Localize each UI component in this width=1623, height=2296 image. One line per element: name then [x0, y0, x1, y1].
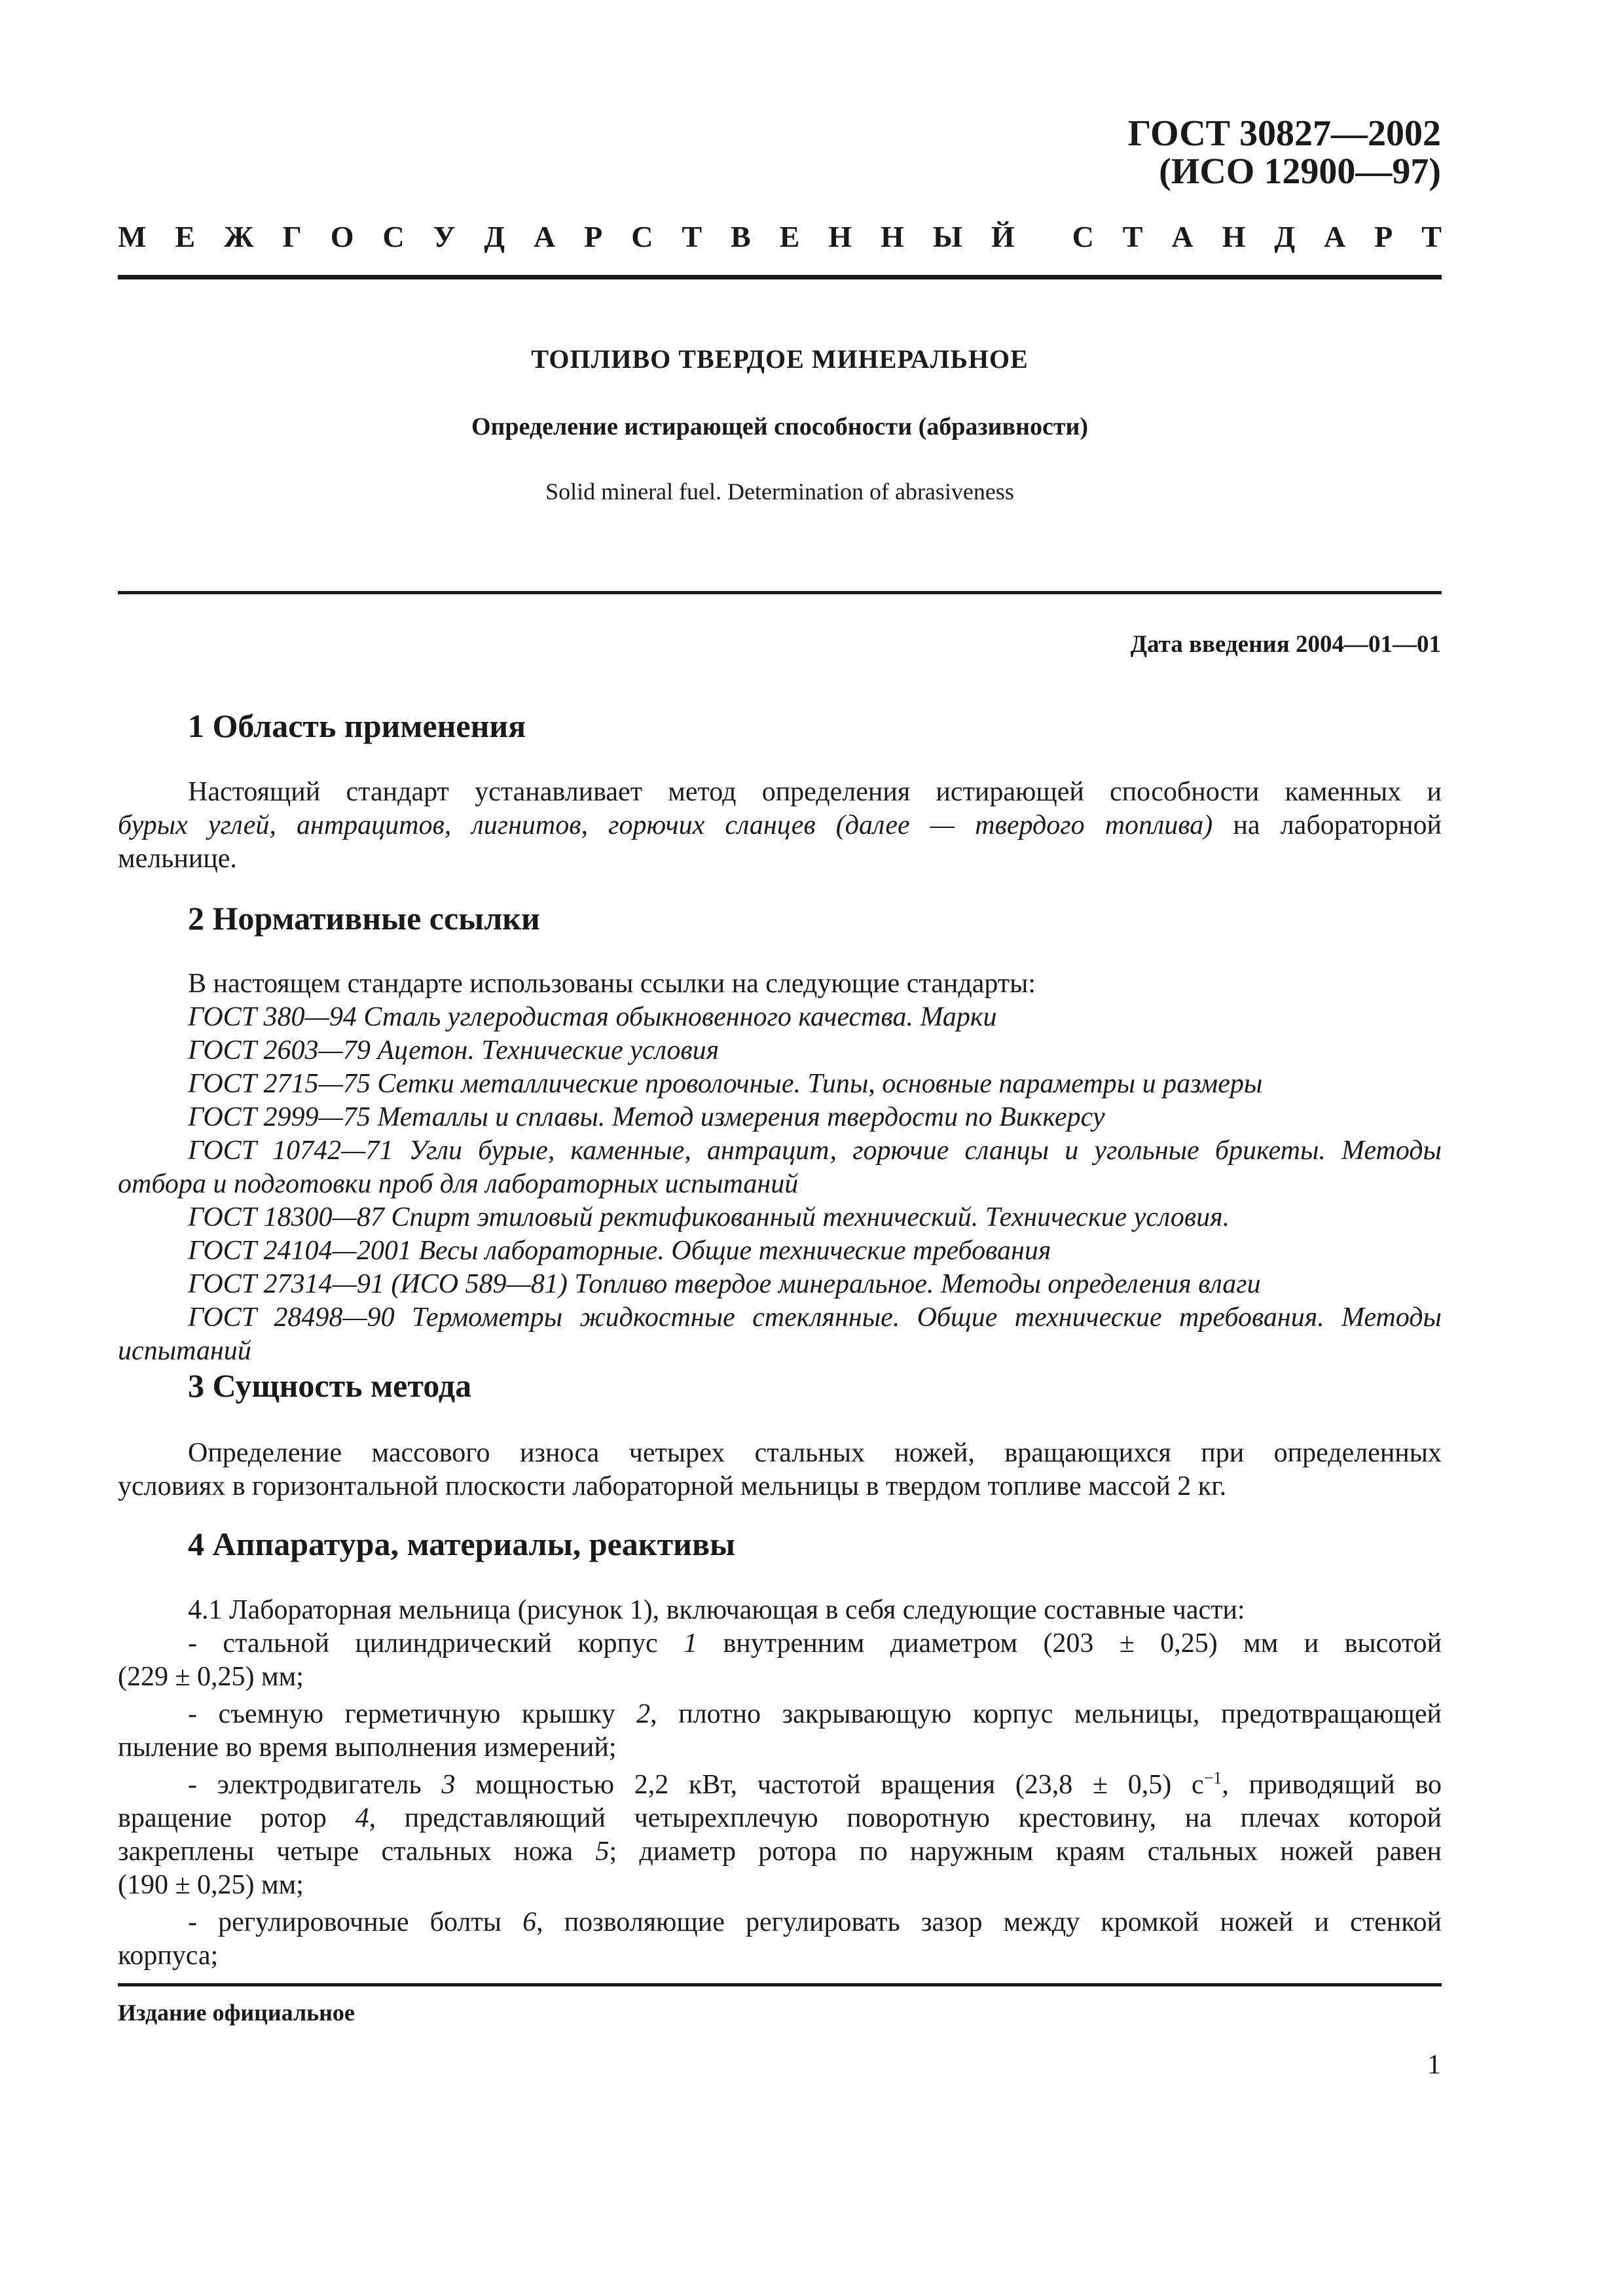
english-title: Solid mineral fuel. Determination of abrasiveness — [545, 478, 1014, 505]
document-subtitle: Определение истирающей способности (абразивности) — [471, 413, 1089, 440]
banner-letter: С — [1072, 220, 1094, 253]
document-title: ТОПЛИВО ТВЕРДОЕ МИНЕРАЛЬНОЕ — [531, 344, 1029, 374]
text-line: пыление во время выполнения измерений; — [118, 1732, 617, 1763]
header-rule — [118, 275, 1442, 279]
reference-item: ГОСТ 2999—75 Металлы и сплавы. Метод измерения твердости по Виккерсу — [188, 1102, 1105, 1132]
italic-span: 1 — [684, 1628, 698, 1659]
banner-letter: Т — [682, 220, 702, 253]
italic-span: 3 — [441, 1770, 456, 1800]
text-line: Настоящий стандарт устанавливает метод определения истирающей способности каменных и — [188, 777, 1442, 807]
text-line — [118, 1627, 1442, 1660]
text-line: 4.1 Лабораторная мельница (рисунок 1), включающая в себя следующие составные части: — [188, 1595, 1245, 1625]
banner-letter: Е — [175, 220, 196, 253]
gost-number: ГОСТ 30827—2002 — [1127, 113, 1441, 154]
reference-item: ГОСТ 380—94 Сталь углеродистая обыкновенного качества. Марки — [188, 1002, 997, 1032]
text-span: - электродвигатель — [188, 1770, 442, 1800]
reference-item: ГОСТ 10742—71 Угли бурые, каменные, антрацит, горючие сланцы и угольные брикеты. Методы — [188, 1136, 1442, 1166]
italic-span: 4 — [355, 1803, 369, 1833]
banner-letter: А — [1323, 220, 1346, 253]
text-line — [118, 1906, 1442, 1939]
banner-letter: А — [1171, 220, 1194, 253]
text-span: , плотно закрывающую корпус мельницы, предотвращающей — [650, 1699, 1442, 1729]
reference-item: ГОСТ 18300—87 Спирт этиловый ректификованный технический. Технические условия. — [188, 1202, 1230, 1232]
banner-letter: А — [533, 220, 556, 253]
text-line: В настоящем стандарте использованы ссылки на следующие стандарты: — [188, 969, 1036, 999]
text-line: (229 ± 0,25) мм; — [118, 1662, 304, 1692]
banner-letter: Н — [828, 220, 852, 253]
title-rule — [118, 591, 1442, 594]
section-3-heading: 3 Сущность метода — [188, 1367, 472, 1404]
text-line: условиях в горизонтальной плоскости лабораторной мельницы в твердом топливе массой 2 кг. — [118, 1471, 1227, 1501]
banner-letter: В — [731, 220, 751, 253]
text-span: , представляющий четырехплечую поворотную крестовину, на плечах которой — [369, 1803, 1442, 1833]
text-span: вращение ротор — [118, 1803, 356, 1833]
banner-letter: У — [433, 220, 456, 253]
reference-item: ГОСТ 2715—75 Сетки металлические проволочные. Типы, основные параметры и размеры — [188, 1069, 1263, 1099]
banner-letter: Й — [991, 220, 1015, 253]
page-number: 1 — [1427, 2050, 1441, 2080]
introduction-date: Дата введения 2004—01—01 — [1130, 631, 1441, 658]
text-line — [118, 1802, 1442, 1835]
text-line — [118, 1698, 1442, 1731]
section-2-text — [118, 967, 1442, 1368]
text-span: - регулировочные болты — [188, 1907, 523, 1937]
italic-span: бурых углей, антрацитов, лигнитов, горючих сланцев (далее — твердого топлива) — [118, 810, 1213, 840]
banner-letter: С — [631, 220, 653, 253]
reference-item-cont: отбора и подготовки проб для лабораторных испытаний — [118, 1169, 799, 1199]
text-span: , приводящий во — [1222, 1770, 1442, 1800]
text-line: (190 ± 0,25) мм; — [118, 1870, 304, 1900]
italic-span: 5 — [595, 1837, 610, 1867]
superscript: −1 — [1203, 1768, 1222, 1787]
text-line — [118, 809, 1442, 842]
text-span: на лабораторной — [1213, 810, 1442, 840]
official-edition-label: Издание официальное — [118, 2000, 355, 2026]
text-line — [118, 1768, 1442, 1802]
text-line: корпуса; — [118, 1941, 219, 1971]
text-span: - съемную герметичную крышку — [188, 1699, 637, 1729]
banner-letter: Н — [881, 220, 904, 253]
section-1-text — [118, 776, 1442, 876]
text-line: мельнице. — [118, 844, 237, 874]
text-span: закреплены четыре стальных ножа — [118, 1837, 596, 1867]
banner-letter: Д — [1274, 220, 1295, 253]
reference-item: ГОСТ 27314—91 (ИСО 589—81) Топливо твердое минеральное. Методы определения влаги — [188, 1269, 1261, 1299]
text-span: ; диаметр ротора по наружным краям стальных ножей равен — [609, 1837, 1442, 1867]
section-4-text — [118, 1594, 1442, 1973]
banner-letter: Р — [584, 220, 603, 253]
reference-item: ГОСТ 24104—2001 Весы лабораторные. Общие технические требования — [188, 1236, 1051, 1266]
reference-item: ГОСТ 2603—79 Ацетон. Технические условия — [188, 1035, 720, 1066]
section-3-text — [118, 1437, 1442, 1503]
section-4-heading: 4 Аппаратура, материалы, реактивы — [188, 1526, 735, 1562]
banner-letter: Р — [1374, 220, 1393, 253]
text-span: , позволяющие регулировать зазор между кромкой ножей и стенкой — [536, 1907, 1442, 1937]
banner-letter: О — [330, 220, 354, 253]
text-span: мощностью 2,2 кВт, частотой вращения (23,8 ± 0,5) с — [455, 1770, 1204, 1800]
text-line — [118, 1835, 1442, 1869]
banner-letter: Д — [484, 220, 505, 253]
banner-letter: Т — [1122, 220, 1143, 253]
reference-item: ГОСТ 28498—90 Термометры жидкостные стеклянные. Общие технические требования. Методы — [188, 1302, 1442, 1333]
footer-rule — [118, 1983, 1442, 1986]
reference-item-cont: испытаний — [118, 1336, 251, 1366]
banner-letter: Ы — [932, 220, 962, 253]
interstate-standard-banner — [118, 219, 1442, 254]
banner-letter: Н — [1222, 220, 1246, 253]
iso-number: (ИСО 12900—97) — [1159, 151, 1441, 192]
italic-span: 6 — [522, 1907, 537, 1937]
text-span: - стальной цилиндрический корпус — [188, 1628, 684, 1659]
banner-letter: М — [118, 220, 147, 253]
section-2-heading: 2 Нормативные ссылки — [188, 900, 540, 937]
text-span: внутренним диаметром (203 ± 0,25) мм и высотой — [697, 1628, 1442, 1659]
italic-span: 2 — [636, 1699, 651, 1729]
banner-letter: С — [382, 220, 405, 253]
banner-letter: Ж — [224, 220, 254, 253]
banner-letter: Г — [282, 220, 302, 253]
section-1-heading: 1 Область применения — [188, 708, 526, 744]
banner-letter: Е — [779, 220, 800, 253]
text-line: Определение массового износа четырех стальных ножей, вращающихся при определенных — [188, 1438, 1442, 1468]
banner-letter: Т — [1421, 220, 1442, 253]
